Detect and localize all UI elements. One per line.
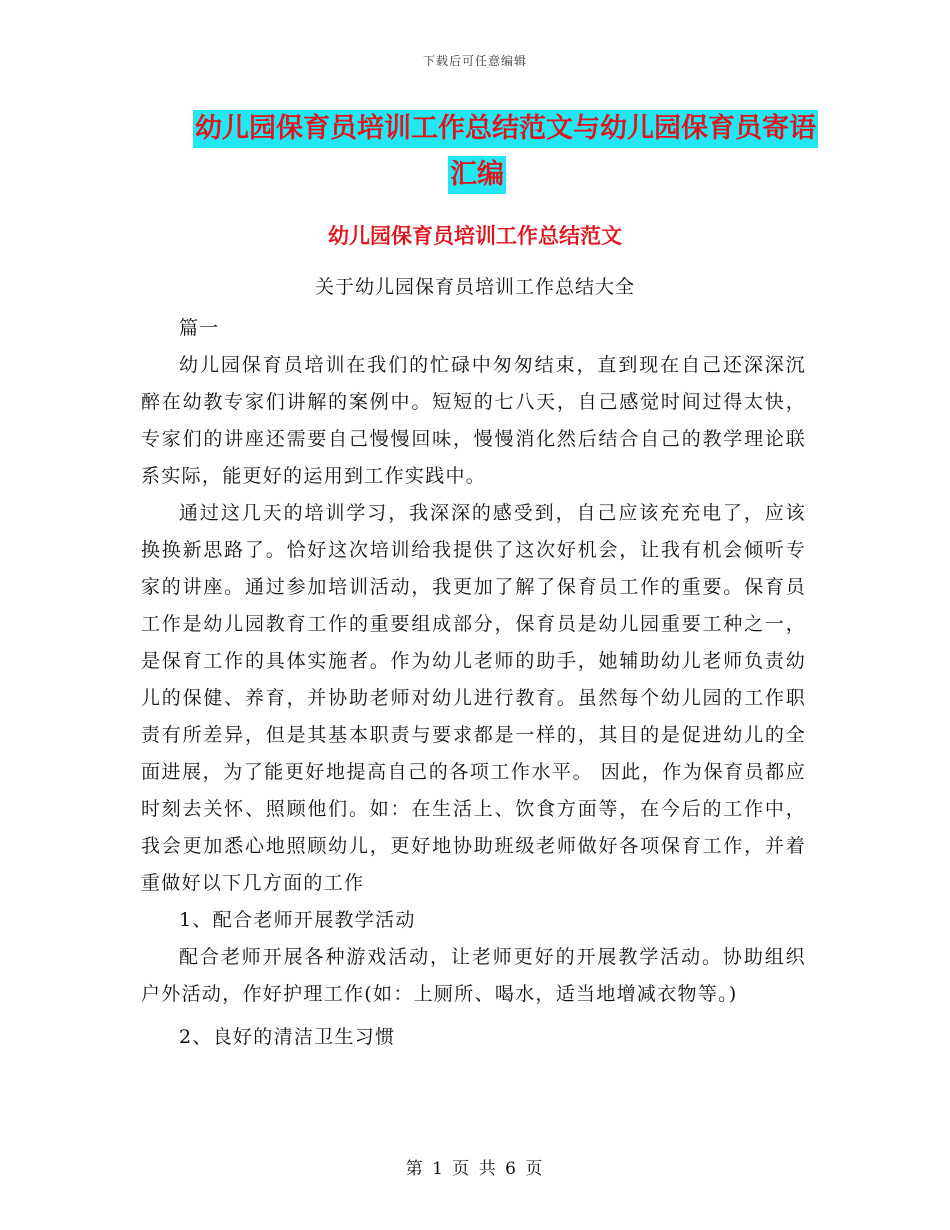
document-title-line-1: 幼儿园保育员培训工作总结范文与幼儿园保育员寄语 <box>193 110 818 148</box>
page-header-note: 下载后可任意编辑 <box>422 54 527 68</box>
paragraph-1: 幼儿园保育员培训在我们的忙碌中匆匆结束，直到现在自己还深深沉醉在幼教专家们讲解的案例中。短短的七八天，自己感觉时间过得太快，专家们的讲座还需要自己慢慢回味，慢慢消化然后结合自己的教学理论联系实际，能更好的运用到工作实践中。 <box>141 354 806 487</box>
page-footer: 第 1 页 共 6 页 <box>405 1159 545 1179</box>
part-label: 篇一 <box>179 317 220 339</box>
section-title: 幼儿园保育员培训工作总结范文 <box>328 224 622 248</box>
list-item-heading-2: 2、良好的清洁卫生习惯 <box>179 1026 396 1048</box>
paragraph-2: 通过这几天的培训学习，我深深的感受到，自己应该充充电了，应该换换新思路了。恰好这次培训给我提供了这次好机会，让我有机会倾听专家的讲座。通过参加培训活动，我更加了解了保育员工作的重要。保育员工作是幼儿园教育工作的重要组成部分，保育员是幼儿园重要工种之一，是保育工作的具体实施者。作为幼儿老师的助手，她辅助幼儿老师负责幼儿的保健、养育，并协助老师对幼儿进行教育。虽然每个幼儿园的工作职责有所差异，但是其基本职责与要求都是一样的，其目的是促进幼儿的全面进展，为了能更好地提高自己的各项工作水平。 因此，作为保育员都应时刻去关怀、照顾他们。如：在生活上、饮食方面等，在今后的工作中，我会更加悉心地照顾幼儿，更好地协助班级老师做好各项保育工作，并着重做好以下几方面的工作 <box>141 502 806 894</box>
document-body <box>141 310 806 1056</box>
paragraph-3: 配合老师开展各种游戏活动，让老师更好的开展教学活动。协助组织户外活动，作好护理工作(如：上厕所、喝水，适当地增减衣物等。) <box>141 946 806 1005</box>
section-subtitle: 关于幼儿园保育员培训工作总结大全 <box>314 276 635 298</box>
list-item-heading-1: 1、配合老师开展教学活动 <box>179 909 416 931</box>
document-title-line-2: 汇编 <box>448 156 506 194</box>
